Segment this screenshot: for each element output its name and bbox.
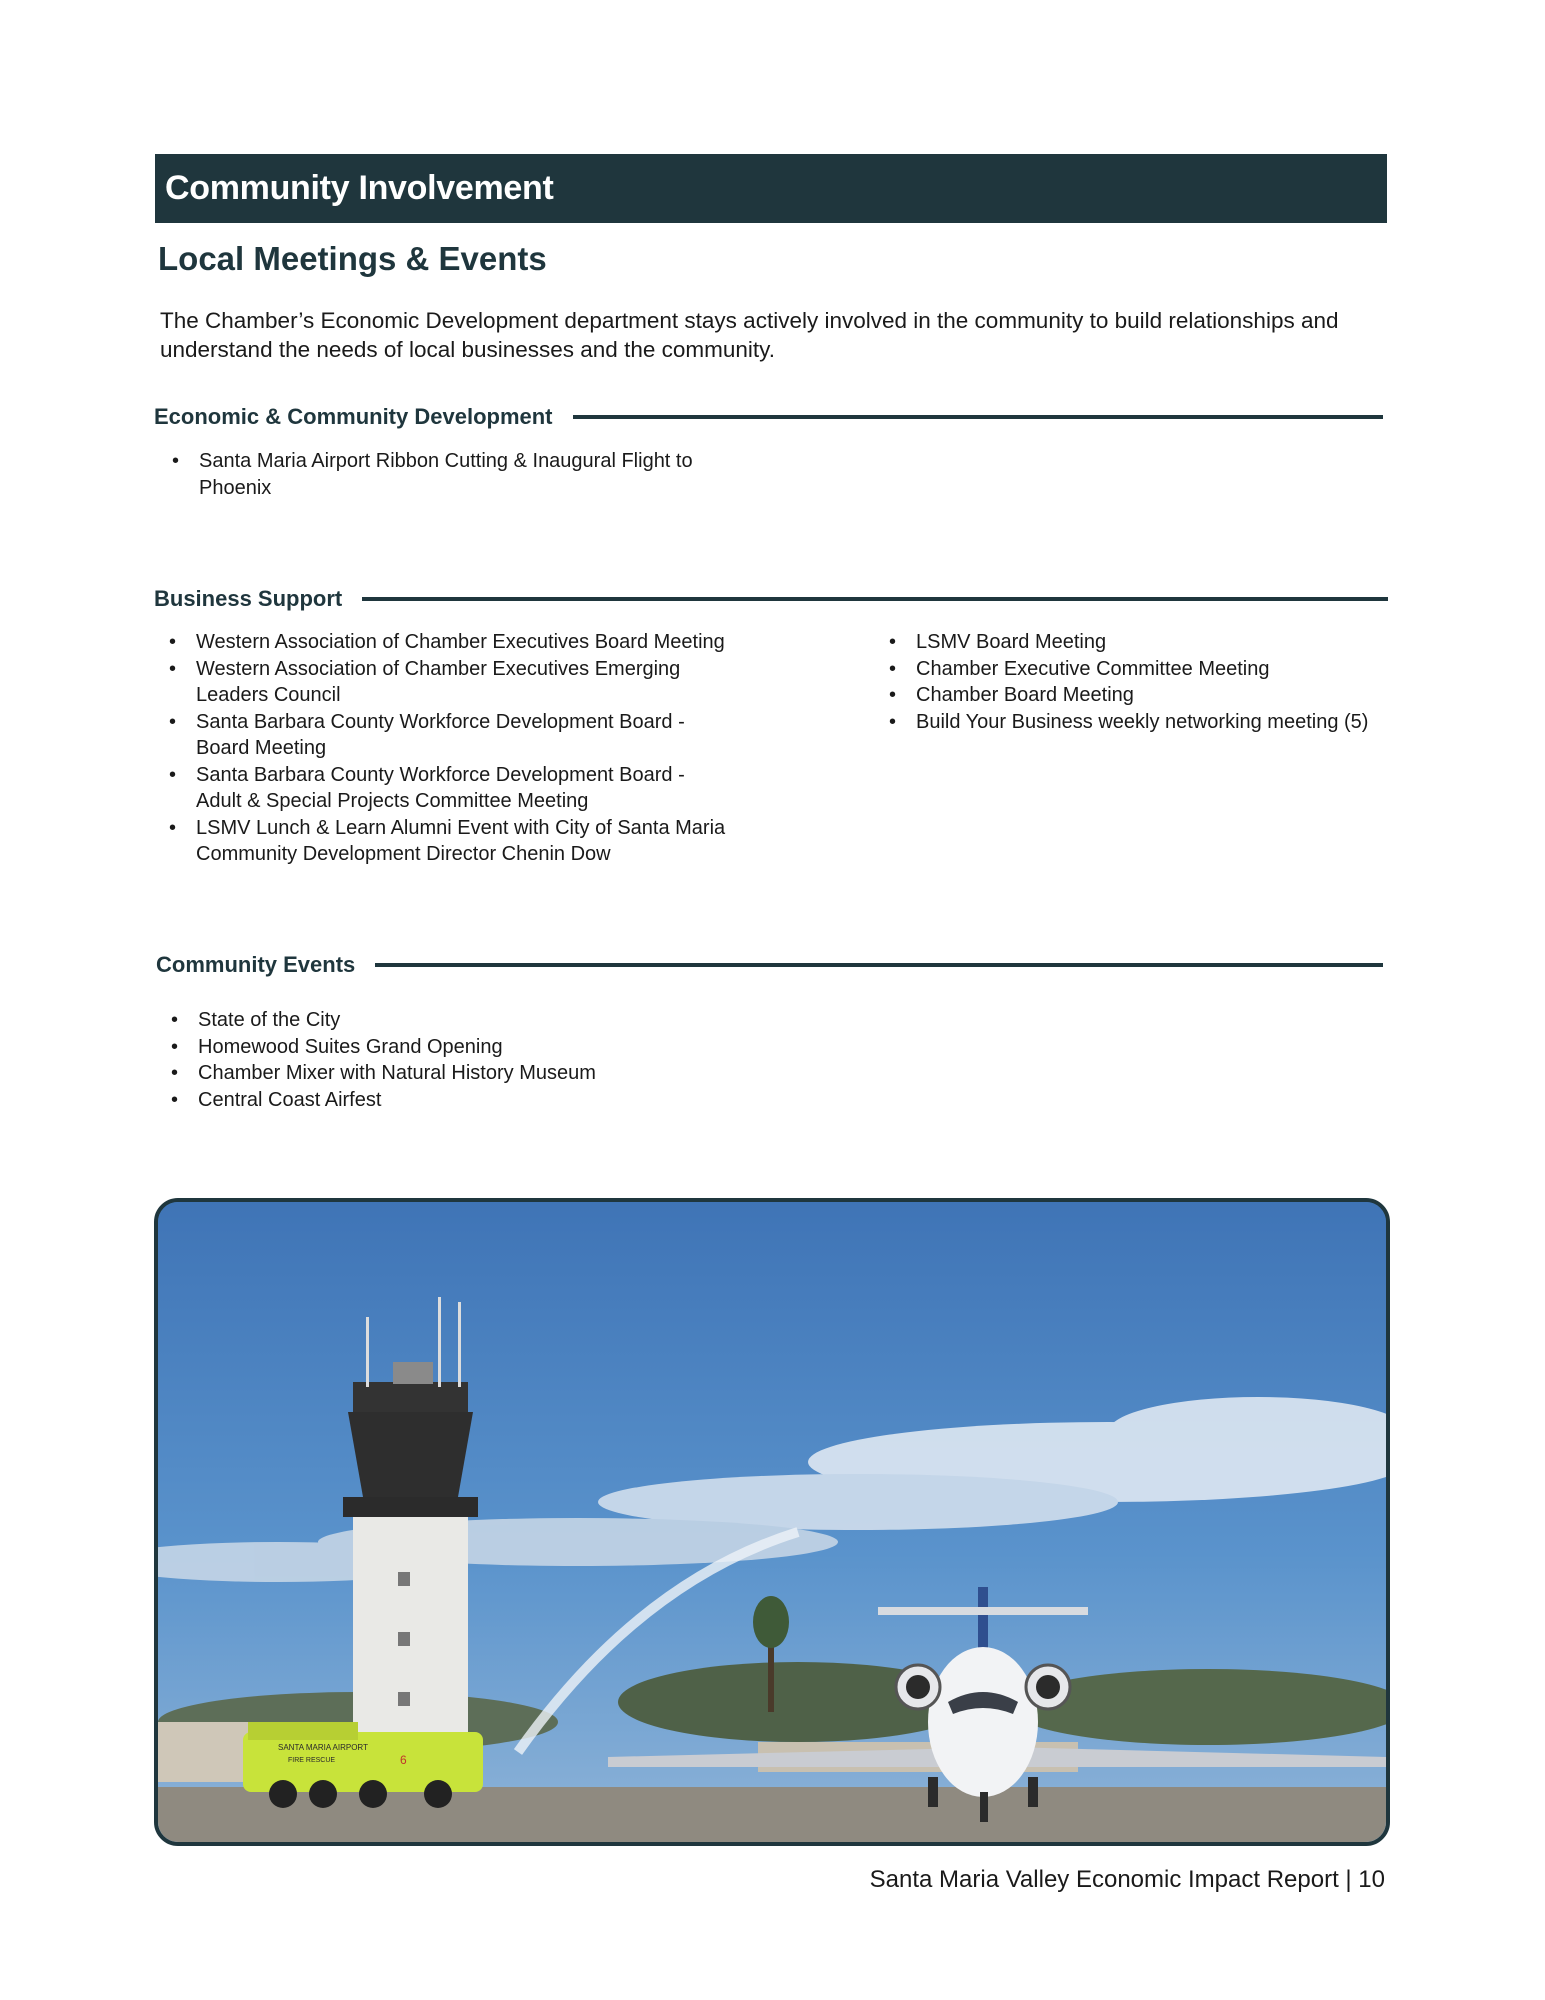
list-item: • Western Association of Chamber Executives Emerging Leaders Council bbox=[162, 656, 732, 709]
community-events-list bbox=[164, 1007, 864, 1113]
list-item: • Santa Maria Airport Ribbon Cutting & Inaugural Flight to Phoenix bbox=[165, 448, 725, 501]
section-banner bbox=[155, 154, 1387, 223]
community-events-header bbox=[156, 952, 1383, 978]
page-footer: Santa Maria Valley Economic Impact Report | 10 bbox=[869, 1866, 1385, 1893]
list-item: • Western Association of Chamber Executives Board Meeting bbox=[162, 629, 732, 656]
business-support-header bbox=[154, 586, 1388, 612]
list-item: • State of the City bbox=[164, 1007, 864, 1034]
list-item: • LSMV Board Meeting bbox=[882, 629, 1402, 656]
airport-photo-illustration bbox=[158, 1202, 1386, 1842]
list-item: • Chamber Board Meeting bbox=[882, 682, 1402, 709]
econ-dev-rule bbox=[573, 415, 1383, 419]
truck-text: SANTA MARIA AIRPORT bbox=[278, 1743, 368, 1752]
airport-photo bbox=[154, 1198, 1390, 1846]
list-item: • Chamber Executive Committee Meeting bbox=[882, 656, 1402, 683]
list-item: • Central Coast Airfest bbox=[164, 1087, 864, 1114]
business-support-list-left bbox=[162, 629, 732, 868]
business-support-title: Business Support bbox=[154, 586, 343, 611]
list-item: • Santa Barbara County Workforce Development Board - Board Meeting bbox=[162, 709, 732, 762]
truck-text-2: FIRE RESCUE bbox=[288, 1757, 336, 1764]
page-title: Community Involvement bbox=[165, 169, 554, 207]
econ-dev-list bbox=[165, 448, 725, 501]
econ-dev-header bbox=[154, 404, 1383, 430]
truck-number: 6 bbox=[400, 1753, 407, 1767]
community-events-rule bbox=[375, 963, 1383, 967]
list-item: • Santa Barbara County Workforce Development Board - Adult & Special Projects Committee Meeting bbox=[162, 762, 732, 815]
list-item: • Build Your Business weekly networking meeting (5) bbox=[882, 709, 1402, 736]
list-item: • LSMV Lunch & Learn Alumni Event with City of Santa Maria Community Development Director Chenin Dow bbox=[162, 815, 732, 868]
fire-truck bbox=[243, 1722, 483, 1808]
business-support-rule bbox=[362, 597, 1388, 601]
list-item: • Chamber Mixer with Natural History Museum bbox=[164, 1060, 864, 1087]
community-events-title: Community Events bbox=[156, 952, 356, 977]
intro-paragraph: The Chamber’s Economic Development department stays actively involved in the community to build relationships and understand the needs of local businesses and the community. bbox=[160, 308, 1339, 362]
list-item: • Homewood Suites Grand Opening bbox=[164, 1034, 864, 1061]
econ-dev-title: Economic & Community Development bbox=[154, 404, 553, 429]
section-subtitle: Local Meetings & Events bbox=[158, 240, 547, 277]
tarmac bbox=[158, 1787, 1386, 1842]
business-support-list-right bbox=[882, 629, 1402, 735]
